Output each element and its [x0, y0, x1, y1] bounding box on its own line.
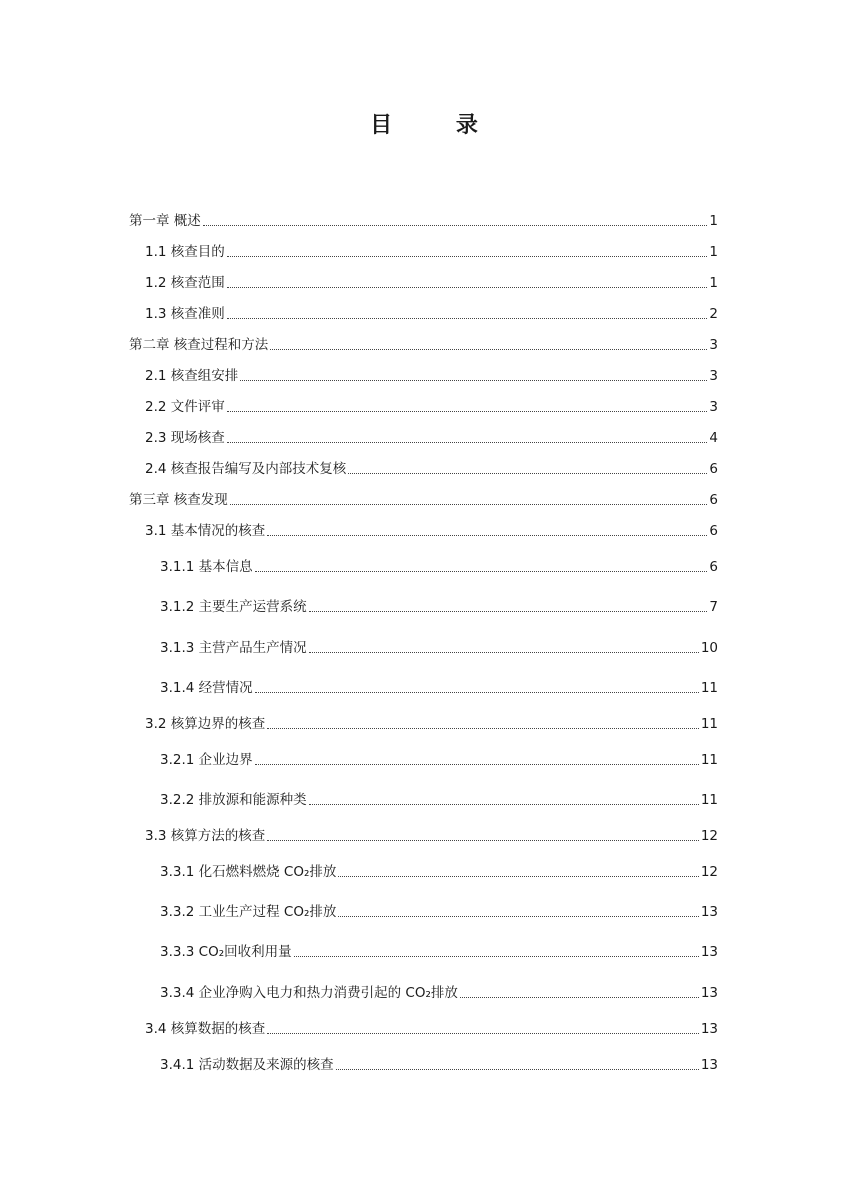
page-title: 目 录: [370, 112, 506, 138]
toc-entry-label: 3.1.3 主营产品生产情况: [160, 640, 307, 656]
toc-page-number: 2: [709, 306, 718, 322]
toc-page-number: 11: [700, 752, 718, 768]
toc-dot-leader: [336, 1069, 699, 1070]
toc-dot-leader: [348, 473, 707, 474]
toc-entry-3-4[interactable]: [145, 1020, 718, 1038]
toc-dot-leader: [255, 692, 699, 693]
toc-dot-leader: [267, 535, 707, 536]
toc-entry-label: 3.2.1 企业边界: [160, 752, 253, 768]
toc-page-number: 4: [709, 430, 718, 446]
toc-dot-leader: [227, 442, 708, 443]
toc-entry-label: 3.4 核算数据的核查: [145, 1021, 266, 1037]
toc-entry-label: 3.3.3 CO₂回收利用量: [160, 944, 292, 960]
toc-entry-2-4[interactable]: [145, 460, 718, 478]
toc-dot-leader: [240, 380, 707, 381]
toc-dot-leader: [227, 318, 708, 319]
toc-entry-1-2[interactable]: [145, 274, 718, 292]
toc-dot-leader: [267, 728, 699, 729]
toc-page-number: 12: [700, 828, 718, 844]
toc-entry-chapter-1[interactable]: [129, 212, 718, 230]
toc-page-number: 6: [709, 461, 718, 477]
toc-page-number: 12: [700, 864, 718, 880]
toc-dot-leader: [338, 916, 698, 917]
toc-entry-chapter-2[interactable]: [129, 336, 718, 354]
toc-dot-leader: [227, 256, 708, 257]
toc-entry-label: 1.3 核查准则: [145, 306, 225, 322]
toc-page-number: 6: [709, 523, 718, 539]
toc-dot-leader: [270, 349, 707, 350]
toc-page-number: 11: [700, 792, 718, 808]
toc-entry-3-1-3[interactable]: [160, 639, 718, 657]
toc-entry-3-1[interactable]: [145, 522, 718, 540]
toc-dot-leader: [227, 287, 708, 288]
toc-entry-2-3[interactable]: [145, 429, 718, 447]
toc-entry-3-1-4[interactable]: [160, 679, 718, 697]
toc-page-number: 11: [700, 716, 718, 732]
toc-entry-label: 3.2.2 排放源和能源种类: [160, 792, 307, 808]
toc-entry-1-3[interactable]: [145, 305, 718, 323]
toc-dot-leader: [294, 956, 699, 957]
toc-entry-label: 2.1 核查组安排: [145, 368, 239, 384]
toc-entry-label: 第一章 概述: [129, 213, 201, 229]
toc-entry-label: 第三章 核查发现: [129, 492, 228, 508]
toc-page-number: 13: [700, 985, 718, 1001]
toc-entry-label: 3.3.2 工业生产过程 CO₂排放: [160, 904, 337, 920]
toc-entry-label: 2.3 现场核查: [145, 430, 225, 446]
toc-dot-leader: [255, 571, 708, 572]
toc-dot-leader: [309, 652, 699, 653]
toc-entry-label: 3.4.1 活动数据及来源的核查: [160, 1057, 334, 1073]
toc-entry-3-1-2[interactable]: [160, 598, 718, 616]
toc-page-number: 6: [709, 492, 718, 508]
toc-page-number: 11: [700, 680, 718, 696]
toc-entry-3-3-1[interactable]: [160, 863, 718, 881]
toc-entry-3-3-3[interactable]: [160, 943, 718, 961]
toc-entry-2-2[interactable]: [145, 398, 718, 416]
toc-dot-leader: [227, 411, 708, 412]
toc-entry-3-4-1[interactable]: [160, 1056, 718, 1074]
toc-entry-3-3-2[interactable]: [160, 903, 718, 921]
toc-dot-leader: [255, 764, 699, 765]
toc-dot-leader: [338, 876, 698, 877]
toc-page-number: 3: [709, 368, 718, 384]
toc-entry-label: 1.2 核查范围: [145, 275, 225, 291]
toc-page-number: 7: [709, 599, 718, 615]
toc-dot-leader: [267, 1033, 699, 1034]
toc-page-number: 1: [709, 275, 718, 291]
toc-entry-3-2[interactable]: [145, 715, 718, 733]
toc-page-number: 6: [709, 559, 718, 575]
toc-page-number: 13: [700, 1021, 718, 1037]
toc-dot-leader: [309, 611, 708, 612]
toc-page-number: 13: [700, 944, 718, 960]
toc-entry-2-1[interactable]: [145, 367, 718, 385]
toc-entry-3-3-4[interactable]: [160, 984, 718, 1002]
toc-entry-label: 3.1.2 主要生产运营系统: [160, 599, 307, 615]
toc-page-number: 10: [700, 640, 718, 656]
toc-entry-3-1-1[interactable]: [160, 558, 718, 576]
toc-page-number: 3: [709, 399, 718, 415]
toc-dot-leader: [230, 504, 708, 505]
toc-entry-3-2-1[interactable]: [160, 751, 718, 769]
toc-entry-label: 3.3 核算方法的核查: [145, 828, 266, 844]
toc-dot-leader: [460, 997, 699, 998]
toc-page-number: 3: [709, 337, 718, 353]
toc-page-number: 1: [709, 213, 718, 229]
toc-page-number: 1: [709, 244, 718, 260]
toc-entry-3-2-2[interactable]: [160, 791, 718, 809]
toc-entry-3-3[interactable]: [145, 827, 718, 845]
toc-entry-label: 2.2 文件评审: [145, 399, 225, 415]
toc-entry-label: 3.1 基本情况的核查: [145, 523, 266, 539]
toc-entry-label: 2.4 核查报告编写及内部技术复核: [145, 461, 347, 477]
toc-entry-1-1[interactable]: [145, 243, 718, 261]
toc-entry-label: 3.3.1 化石燃料燃烧 CO₂排放: [160, 864, 337, 880]
toc-entry-label: 3.3.4 企业净购入电力和热力消费引起的 CO₂排放: [160, 985, 458, 1001]
toc-dot-leader: [267, 840, 699, 841]
toc-entry-label: 3.1.1 基本信息: [160, 559, 253, 575]
toc-entry-label: 1.1 核查目的: [145, 244, 225, 260]
toc-entry-label: 3.2 核算边界的核查: [145, 716, 266, 732]
toc-page-number: 13: [700, 904, 718, 920]
toc-entry-label: 第二章 核查过程和方法: [129, 337, 269, 353]
toc-dot-leader: [309, 804, 699, 805]
toc-page-number: 13: [700, 1057, 718, 1073]
toc-entry-label: 3.1.4 经营情况: [160, 680, 253, 696]
toc-entry-chapter-3[interactable]: [129, 491, 718, 509]
toc-dot-leader: [203, 225, 708, 226]
